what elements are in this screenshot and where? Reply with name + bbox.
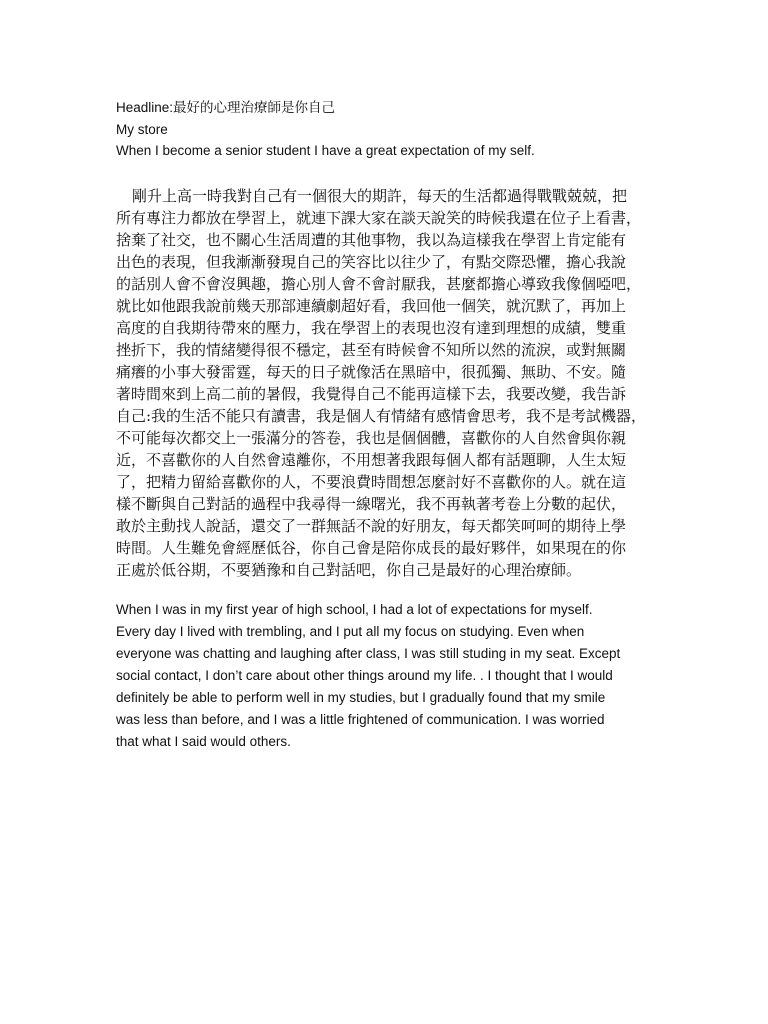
subtitle: My store xyxy=(116,121,168,137)
english-paragraph-line: definitely be able to perform well in my studies, but I gradually found that my smile xyxy=(116,690,606,705)
english-paragraph-line: Every day I lived with trembling, and I put all my focus on studying. Even when xyxy=(116,624,585,639)
chinese-paragraph-line: 敢於主動找人說話，還交了一群無話不說的好朋友，每天都笑呵呵的期待上學 xyxy=(116,517,627,535)
chinese-paragraph-line: 不可能每次都交上一張滿分的答卷，我也是個個體，喜歡你的人自然會與你親 xyxy=(116,429,627,447)
chinese-paragraph-line: 近，不喜歡你的人自然會遠離你，不用想著我跟每個人都有話題聊，人生太短 xyxy=(116,451,627,469)
chinese-paragraph-line: 就比如他跟我說前幾天那部連續劇超好看，我回他一個笑，就沉默了，再加上 xyxy=(116,297,627,315)
chinese-paragraph-line: 捨棄了社交，也不關心生活周遭的其他事物，我以為這樣我在學習上肯定能有 xyxy=(116,231,627,249)
english-paragraph-line: social contact, I don’t care about other things around my life. . I thought that I would xyxy=(116,668,613,683)
english-paragraph-line: everyone was chatting and laughing after class, I was still studing in my seat. Except xyxy=(116,646,621,661)
english-paragraph xyxy=(116,599,728,753)
chinese-paragraph-line: 樣不斷與自己對話的過程中我尋得一線曙光，我不再執著考卷上分數的起伏， xyxy=(116,495,627,513)
chinese-paragraph-line: 所有專注力都放在學習上，就連下課大家在談天說笑的時候我還在位子上看書， xyxy=(116,209,642,227)
chinese-paragraph-line: 了，把精力留給喜歡你的人，不要浪費時間想怎麼討好不喜歡你的人。就在這 xyxy=(116,473,627,491)
english-paragraph-line: was less than before, and I was a little frightened of communication. I was worried xyxy=(116,712,605,727)
headline: Headline:最好的心理治療師是你自己 xyxy=(116,100,336,115)
english-paragraph-line: When I was in my first year of high school, I had a lot of expectations for myself. xyxy=(116,602,593,617)
english-paragraph-line: that what I said would others. xyxy=(116,734,291,749)
chinese-paragraph-line: 的話別人會不會沒興趣，擔心別人會不會討厭我，甚麼都擔心導致我像個啞吧， xyxy=(116,275,642,293)
chinese-paragraph-line: 時間。人生難免會經歷低谷，你自己會是陪你成長的最好夥伴，如果現在的你 xyxy=(116,539,627,557)
chinese-paragraph-line: 自己:我的生活不能只有讀書，我是個人有情緒有感情會思考，我不是考試機器， xyxy=(116,407,647,425)
chinese-paragraph xyxy=(116,185,728,581)
chinese-paragraph-line: 出色的表現，但我漸漸發現自己的笑容比以往少了，有點交際恐懼，擔心我說 xyxy=(116,253,627,271)
chinese-paragraph-line: 痛癢的小事大發雷霆，每天的日子就像活在黑暗中，很孤獨、無助、不安。隨 xyxy=(116,363,627,381)
intro-line: When I become a senior student I have a great expectation of my self. xyxy=(116,143,535,158)
chinese-paragraph-line: 正處於低谷期，不要猶豫和自己對話吧，你自己是最好的心理治療師。 xyxy=(116,561,582,579)
document-header xyxy=(116,97,728,162)
chinese-paragraph-line: 高度的自我期待帶來的壓力，我在學習上的表現也沒有達到理想的成績，雙重 xyxy=(116,319,627,337)
chinese-paragraph-line: 著時間來到上高二前的暑假，我覺得自己不能再這樣下去，我要改變，我告訴 xyxy=(116,385,627,403)
chinese-paragraph-line: 剛升上高一時我對自己有一個很大的期許，每天的生活都過得戰戰兢兢，把 xyxy=(132,187,628,205)
chinese-paragraph-line: 挫折下，我的情緒變得很不穩定，甚至有時候會不知所以然的流淚，或對無關 xyxy=(116,341,627,359)
